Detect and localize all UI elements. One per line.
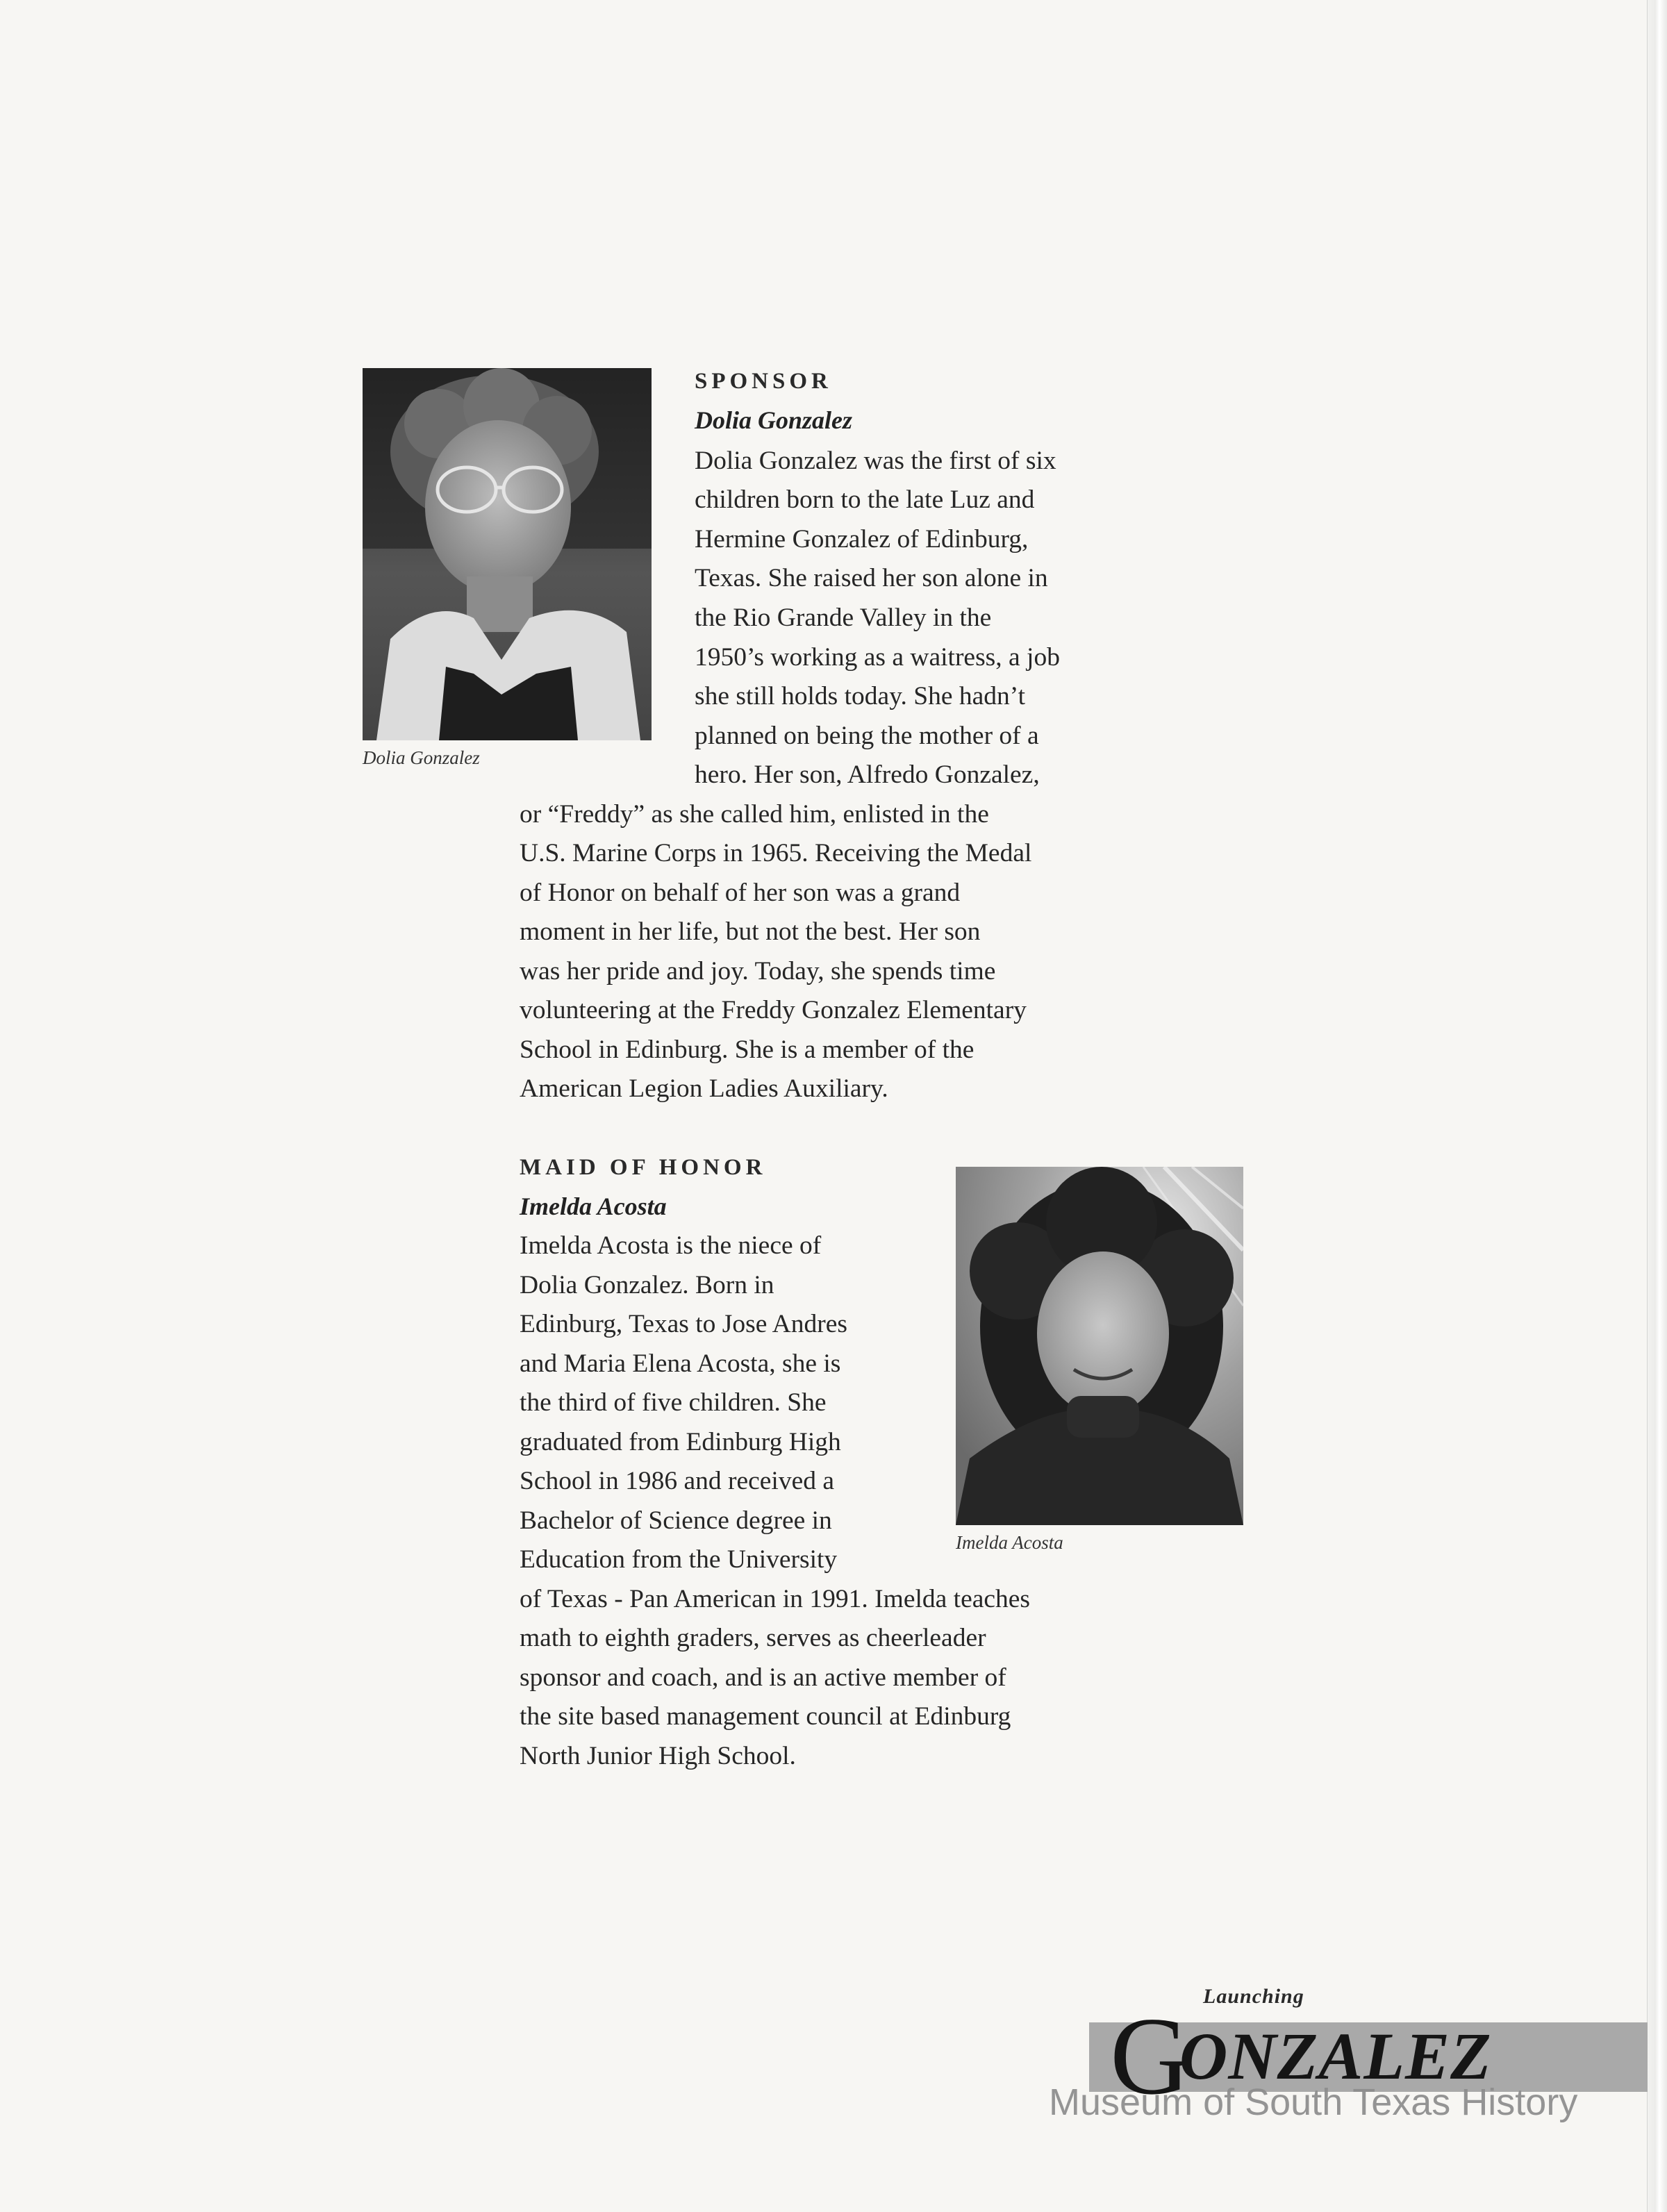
caption-imelda-acosta: Imelda Acosta [956, 1532, 1063, 1553]
sponsor-bio-line: School in Edinburg. She is a member of the [520, 1036, 975, 1064]
maid-of-honor-heading: MAID OF HONOR [520, 1155, 767, 1180]
sponsor-bio-line: U.S. Marine Corps in 1965. Receiving the Medal [520, 839, 1032, 867]
portrait-dolia-image [363, 368, 652, 740]
page-edge [1647, 0, 1667, 2212]
caption-dolia-gonzalez: Dolia Gonzalez [363, 747, 480, 768]
logo-wordmark: ONZALEZ [1179, 2019, 1492, 2093]
sponsor-bio-line: the Rio Grande Valley in the [695, 604, 992, 632]
sponsor-bio-line: or “Freddy” as she called him, enlisted in the [520, 800, 989, 829]
maid-bio-line: of Texas - Pan American in 1991. Imelda teaches [520, 1585, 1030, 1613]
photo-imelda-acosta [956, 1167, 1243, 1525]
maid-bio-line: and Maria Elena Acosta, she is [520, 1349, 841, 1378]
sponsor-bio-line: American Legion Ladies Auxiliary. [520, 1074, 888, 1103]
maid-of-honor-name: Imelda Acosta [520, 1192, 667, 1220]
maid-bio-line: the site based management council at Edinburg [520, 1702, 1011, 1731]
sponsor-bio-line: volunteering at the Freddy Gonzalez Elementary [520, 996, 1027, 1024]
sponsor-bio-line: was her pride and joy. Today, she spends time [520, 957, 996, 986]
maid-bio-line: the third of five children. She [520, 1388, 827, 1417]
sponsor-bio-line: moment in her life, but not the best. Her son [520, 917, 981, 946]
sponsor-bio-line: Dolia Gonzalez was the first of six [695, 447, 1056, 475]
logo-launching-text: Launching [1203, 1985, 1304, 2008]
maid-bio-line: Edinburg, Texas to Jose Andres [520, 1310, 847, 1338]
maid-bio-line: Bachelor of Science degree in [520, 1506, 832, 1535]
maid-bio-line: Dolia Gonzalez. Born in [520, 1271, 774, 1299]
maid-bio-line: Education from the University [520, 1545, 838, 1574]
sponsor-name: Dolia Gonzalez [695, 406, 853, 434]
portrait-imelda-image [956, 1167, 1243, 1525]
sponsor-bio-line: Texas. She raised her son alone in [695, 564, 1048, 592]
sponsor-heading: SPONSOR [695, 369, 832, 394]
sponsor-bio-line: children born to the late Luz and [695, 485, 1035, 514]
maid-bio-line: sponsor and coach, and is an active member of [520, 1663, 1006, 1692]
maid-bio-line: School in 1986 and received a [520, 1467, 834, 1495]
maid-bio-line: math to eighth graders, serves as cheerleader [520, 1624, 986, 1652]
sponsor-bio-line: 1950’s working as a waitress, a job [695, 643, 1060, 672]
photo-dolia-gonzalez [363, 368, 652, 740]
sponsor-bio-line: hero. Her son, Alfredo Gonzalez, [695, 760, 1040, 789]
maid-bio-line: graduated from Edinburg High [520, 1428, 841, 1456]
maid-bio-line: Imelda Acosta is the niece of [520, 1231, 822, 1260]
sponsor-bio-line: of Honor on behalf of her son was a grand [520, 879, 961, 907]
maid-bio-line: North Junior High School. [520, 1742, 796, 1770]
sponsor-bio-line: Hermine Gonzalez of Edinburg, [695, 525, 1029, 554]
sponsor-bio-line: planned on being the mother of a [695, 722, 1039, 750]
sponsor-bio-line: she still holds today. She hadn’t [695, 682, 1026, 710]
museum-watermark: Museum of South Texas History [1049, 2081, 1578, 2123]
logo-initial: G [1110, 1994, 1191, 2118]
